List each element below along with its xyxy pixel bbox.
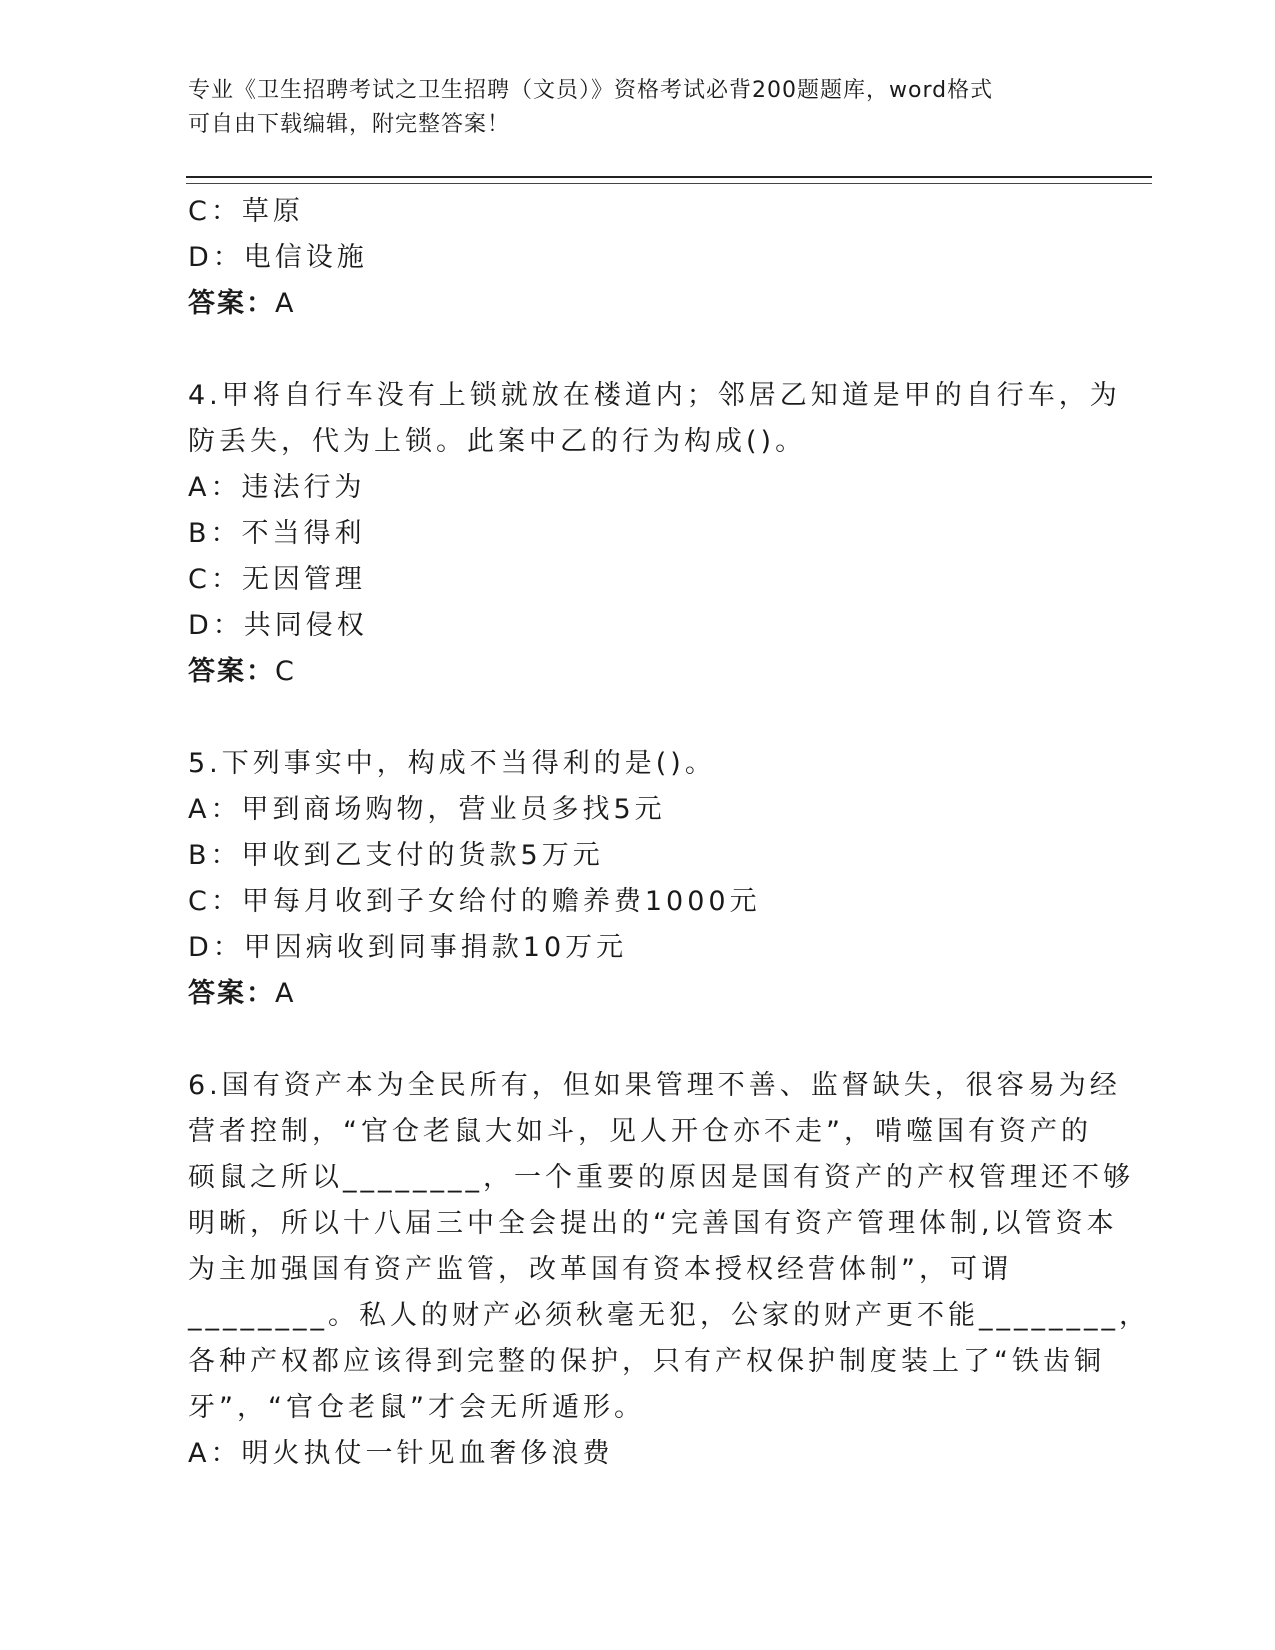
option-a: A：甲到商场购物，营业员多找5元 bbox=[188, 794, 666, 825]
answer-value: A bbox=[275, 288, 296, 319]
question-3-tail bbox=[188, 189, 1088, 327]
answer-label: 答案： bbox=[188, 656, 275, 687]
stem-line: 为主加强国有资产监管，改革国有资本授权经营体制”，可谓 bbox=[188, 1254, 1012, 1285]
question-4 bbox=[188, 373, 1121, 695]
option-c: C：甲每月收到子女给付的赡养费1000元 bbox=[188, 886, 761, 917]
option-d: D：电信设施 bbox=[188, 242, 368, 273]
stem-line: 4.甲将自行车没有上锁就放在楼道内；邻居乙知道是甲的自行车，为 bbox=[188, 380, 1121, 411]
stem-line: 5.下列事实中，构成不当得利的是()。 bbox=[188, 748, 716, 779]
question-6 bbox=[188, 1063, 1150, 1477]
answer-line bbox=[188, 281, 1088, 327]
question-stem bbox=[188, 373, 1121, 465]
question-stem bbox=[188, 741, 1088, 787]
option-b: B：甲收到乙支付的货款5万元 bbox=[188, 840, 604, 871]
option-c: C：草原 bbox=[188, 196, 304, 227]
answer-value: C bbox=[275, 656, 296, 687]
question-stem bbox=[188, 1063, 1150, 1431]
option-a: A：违法行为 bbox=[188, 472, 366, 503]
stem-line: 营者控制，“官仓老鼠大如斗，见人开仓亦不走”，啃噬国有资产的 bbox=[188, 1116, 1092, 1147]
option-d: D：甲因病收到同事捐款10万元 bbox=[188, 932, 628, 963]
stem-line: 防丢失，代为上锁。此案中乙的行为构成()。 bbox=[188, 426, 807, 457]
document-header bbox=[188, 74, 1068, 142]
option-d: D：共同侵权 bbox=[188, 610, 368, 641]
stem-line: 各种产权都应该得到完整的保护，只有产权保护制度装上了“铁齿铜 bbox=[188, 1346, 1105, 1377]
stem-line: 硕鼠之所以________，一个重要的原因是国有资产的产权管理还不够 bbox=[188, 1162, 1134, 1193]
answer-line bbox=[188, 649, 1088, 695]
header-divider-thin bbox=[186, 183, 1152, 184]
header-divider-thick bbox=[186, 176, 1152, 178]
header-line-1: 专业《卫生招聘考试之卫生招聘（文员）》资格考试必背200题题库，word格式 bbox=[188, 78, 994, 103]
stem-line: 牙”，“官仓老鼠”才会无所遁形。 bbox=[188, 1392, 645, 1423]
stem-line: ________。私人的财产必须秋毫无犯，公家的财产更不能________， bbox=[188, 1300, 1150, 1331]
answer-line bbox=[188, 971, 1088, 1017]
option-c: C：无因管理 bbox=[188, 564, 366, 595]
option-b: B：不当得利 bbox=[188, 518, 366, 549]
answer-label: 答案： bbox=[188, 288, 275, 319]
stem-line: 6.国有资产本为全民所有，但如果管理不善、监督缺失，很容易为经 bbox=[188, 1070, 1121, 1101]
header-line-2: 可自由下载编辑，附完整答案！ bbox=[188, 112, 511, 137]
option-a: A：明火执仗一针见血奢侈浪费 bbox=[188, 1438, 614, 1469]
answer-value: A bbox=[275, 978, 296, 1009]
stem-line: 明晰，所以十八届三中全会提出的“完善国有资产管理体制,以管资本 bbox=[188, 1208, 1118, 1239]
document-body bbox=[188, 189, 1150, 1477]
answer-label: 答案： bbox=[188, 978, 275, 1009]
question-5 bbox=[188, 741, 1088, 1017]
